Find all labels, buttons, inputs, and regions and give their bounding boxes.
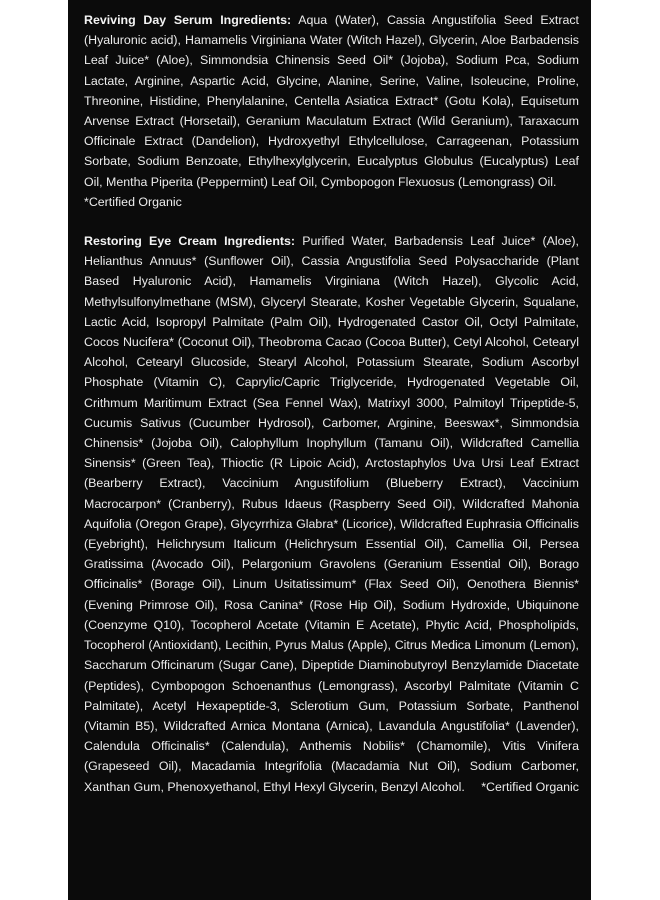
eye-cream-ingredients-section	[84, 231, 579, 797]
serum-ingredients-heading: Reviving Day Serum Ingredients:	[84, 13, 292, 27]
serum-certified-organic-note: *Certified Organic	[84, 194, 182, 209]
eye-cream-certified-organic-note: *Certified Organic	[481, 779, 579, 794]
eye-cream-ingredients-list: Purified Water, Barbadensis Leaf Juice* (Aloe), Helianthus Annuus* (Sunflower Oil), Cassia Angustifolia Seed Polysaccharide (Plant Based Hyaluronic Acid), Hamamelis Virginiana (Witch Hazel), Glycolic Acid, Methylsulfonylmethane (MSM), Glyceryl Stearate, Kosher Vegetable Glycerin, Squalane, Lactic Acid, Isopropyl Palmitate (Palm Oil), Hydrogenated Castor Oil, Octyl Palmitate, Cocos Nucifera* (Coconut Oil), Theobroma Cacao (Cocoa Butter), Cetyl Alcohol, Cetearyl Alcohol, Cetearyl Glucoside, Stearyl Alcohol, Potassium Stearate, Sodium Ascorbyl Phosphate (Vitamin C), Caprylic/Capric Triglyceride, Hydrogenated Vegetable Oil, Crithmum Maritimum Extract (Sea Fennel Wax), Matrixyl 3000, Palmitoyl Tripeptide-5, Cucumis Sativus (Cucumber Hydrosol), Carbomer, Arginine, Beeswax*, Simmondsia Chinensis* (Jojoba Oil), Calophyllum Inophyllum (Tamanu Oil), Wildcrafted Camellia Sinensis* (Green Tea), Thioctic (R Lipoic Acid), Arctostaphylos Uva Ursi Leaf Extract (Bearberry Extract), Vaccinium Angustifolium (Blueberry Extract), Vaccinium Macrocarpon* (Cranberry), Rubus Idaeus (Raspberry Seed Oil), Wildcrafted Mahonia Aquifolia (Oregon Grape), Glycyrrhiza Glabra* (Licorice), Wildcrafted Euphrasia Officinalis (Eyebright), Helichrysum Italicum (Helichrysum Essential Oil), Camellia Oil, Persea Gratissima (Avocado Oil), Pelargonium Gravolens (Geranium Essential Oil), Borago Officinalis* (Borage Oil), Linum Usitatissimum* (Flax Seed Oil), Oenothera Biennis* (Evening Primrose Oil), Rosa Canina* (Rose Hip Oil), Sodium Hydroxide, Ubiquinone (Coenzyme Q10), Tocopherol Acetate (Vitamin E Acetate), Phytic Acid, Phospholipids, Tocopherol (Antioxidant), Lecithin, Pyrus Malus (Apple), Citrus Medica Limonum (Lemon), Saccharum Officinarum (Sugar Cane), Dipeptide Diaminobutyroyl Benzylamide Diacetate (Peptides), Cymbopogon Schoenanthus (Lemongrass), Ascorbyl Palmitate (Vitamin C Palmitate), Acetyl Hexapeptide-3, Sclerotium Gum, Potassium Sorbate, Panthenol (Vitamin B5), Wildcrafted Arnica Montana (Arnica), Lavandula Angustifolia* (Lavender), Calendula Officinalis* (Calendula), Anthemis Nobilis* (Chamomile), Vitis Vinifera (Grapeseed Oil), Macadamia Integrifolia (Macadamia Nut Oil), Sodium Carbomer, Xanthan Gum, Phenoxyethanol, Ethyl Hexyl Glycerin, Benzyl Alcohol.	[84, 234, 579, 794]
serum-ingredients-section	[84, 10, 579, 212]
eye-cream-ingredients-heading: Restoring Eye Cream Ingredients:	[84, 234, 296, 249]
ingredients-panel	[68, 0, 591, 900]
serum-ingredients-list: Aqua (Water), Cassia Angustifolia Seed Extract (Hyaluronic acid), Hamamelis Virginiana Water (Witch Hazel), Glycerin, Aloe Barbadensis Leaf Juice* (Aloe), Simmondsia Chinensis Seed Oil* (Jojoba), Sodium Pca, Sodium Lactate, Arginine, Aspartic Acid, Glycine, Alanine, Serine, Valine, Isoleucine, Proline, Threonine, Histidine, Phenylalanine, Centella Asiatica Extract* (Gotu Kola), Equisetum Arvense Extract (Horsetail), Geranium Maculatum Extract (Wild Geranium), Taraxacum Officinale Extract (Dandelion), Hydroxyethyl Ethylcellulose, Carrageenan, Potassium Sorbate, Sodium Benzoate, Ethylhexylglycerin, Eucalyptus Globulus (Eucalyptus) Leaf Oil, Mentha Piperita (Peppermint) Leaf Oil, Cymbopogon Flexuosus (Lemongrass) Oil.	[84, 13, 579, 189]
